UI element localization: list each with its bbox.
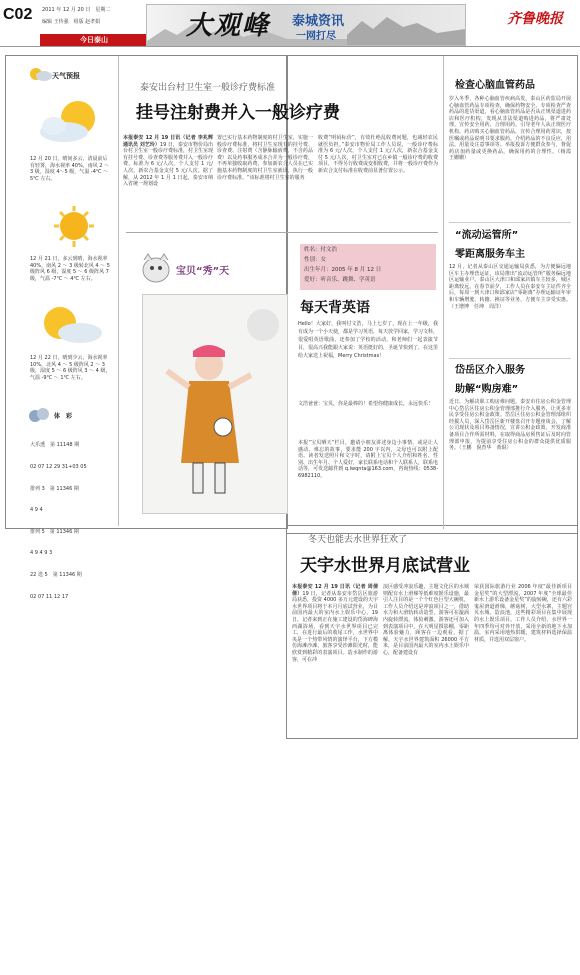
lottery-line: 排列 5 第 11346 期 bbox=[30, 528, 79, 535]
main-headline: 挂号注射费并入一般诊疗费 bbox=[136, 103, 340, 123]
forecast-day1: 12 月 20 日，晴间多云，清晨前后有轻雾，海水视率 40%，南风 2 ～ 3 级，湿度 4～5 级，气温 -4℃ ～ 5℃ 左右。 bbox=[30, 156, 110, 182]
weather-header: 天气预报 bbox=[52, 72, 80, 80]
main-kicker: 泰安出台村卫生室一般诊疗费标准 bbox=[140, 83, 276, 93]
right-headline-2b: 零距离服务车主 bbox=[455, 249, 525, 260]
bottom-article-col2: 浪区感受冲浪乐趣，主题文化区的水城则配有水上滑梯等低难度娱乐设施，最引人注目的是一个个红色巨型大碗机，工作人员介绍这是冲浪项目之一，借助水力和大滑轨转动造型，游客可在漩涡内旋转漂流，体验刺激。游客还可加入到表演项目中，在大明星摄影棚，零距离体验魅力，顾客在一边观看。据了解，天宇水世界建筑面积 26000 平方米，是目前国内最大的室内水上娱乐中心，配备建设有 bbox=[383, 584, 469, 656]
column-title: 大观峰 bbox=[186, 11, 271, 41]
editor-credits: 编辑 王传强 组版 赵孝娟 bbox=[42, 19, 101, 25]
baby-hobby: 爱好：听音乐、跳舞、学英语 bbox=[304, 277, 376, 283]
lottery-line: 4 9 4 9 3 bbox=[30, 550, 53, 557]
column-divider bbox=[443, 56, 444, 529]
slogan-line-2: 一网打尽 bbox=[296, 31, 336, 42]
bottom-byline: 本报泰安 12 月 19 日讯（记者 周倩倩） bbox=[292, 584, 378, 597]
dad-words: 文浩爸爸：宝贝，你是最棒的！希望你健康成长，永远快乐！ bbox=[298, 401, 434, 407]
right-body-1: 岁入冬季，各种心脑血管疾病高发，泰山区药监局开展心脑血管药品专项检查，确保药物安全。专项检查严查药品的进货渠道，看心脑血管药品是否从正规渠道进药店和医疗机构，发现从非法渠道购进药品，将严肃处理。宣传安全用药、合理用药，引导老年人从正规医疗机构、药店购买心脑血管药品，宣传合理用药常识，按医嘱或药品说明书要求服药。介绍药品的不良反应，用法、用量及注意事项等。举报投诉方便群众参与，督促药店加药量或更换药品，确保用药的合理性。（杨霞 王姗姗） bbox=[449, 96, 577, 162]
forecast-day3: 12 月 22 日，晴到少云，海水视率 10%，北风 4 ～ 5 级阵风 2 ～ 3 级，湿度 5 ～ 6 级阵风 3 ～ 4 级，气温 -9℃ ～ 1℃ 左右。 bbox=[30, 355, 111, 381]
bottom-body: 19 日，记者从泰安市岱岳区旅游局获悉，投资 4000 多万元建设的天宇水世界项目将于本月月底试营业，为目前国内最大的室内水上娱乐中心。19 日，记者来到正在施工建设的岱海碑海西湖浴场，看到天宇水世界项目已完工，在进行最后的收尾工作，水世界中央是一个热带风情的演绎平台，下方模仿海滩沙滩，旅客享受沙滩阳光时，能欣赏到精彩的表演项目。造水制作的游客，可在冲 bbox=[292, 590, 378, 663]
section-label: 今日泰山 bbox=[40, 34, 148, 46]
right-headline-1: 检查心脑血管药品 bbox=[455, 80, 535, 91]
baby-notice: 本报“宝贝晒天”栏目，邀请小朋友讲述身边小事情，或是让人感动、难忘的故事，要求能 200 字以内，父母也可以附上配语。读者发送照片和文字时，请附上宝贝个人介绍和姓名、性别、出生年月、个人爱好，家长联系电话和个人联系人，联系电话等，可发送邮件到 q.lwqnta@163.com，咨询热线：0538-6982110。 bbox=[298, 440, 439, 479]
main-article-col2: 置已实行基本药物制度的村卫生室，实施一般诊疗费标准，将村卫生室现有的挂号费、诊查费、注射费（含静脉输液费，不含药品费）以及药事服务成本合并为一般诊疗费，不再单独收取药费，参加新农合人员在已实施基本药物制度的村卫生室就诊，执行一般诊疗费标准。“该标准将村卫生室的服务 bbox=[217, 135, 313, 181]
main-body: 19 日，泰安市物价局出台村卫生室一般诊疗费标准，村卫生室现有挂号费、诊查费等服务费并入一般诊疗费，标准为 6 元/人次，个人支付 1 元/人次，新农合基金支付 5 元/人次。据了解，从 2012 年 1 月 1 日起，泰安市纳入省统一规划设 bbox=[123, 141, 214, 188]
baby-banner: 宝贝“秀”天 bbox=[176, 266, 230, 277]
divider bbox=[449, 222, 571, 223]
lottery-line: 大乐透 第 11148 期 bbox=[30, 442, 80, 449]
column-divider bbox=[118, 56, 119, 526]
weather-badge-icon bbox=[28, 66, 52, 82]
lottery-results bbox=[30, 428, 112, 608]
bottom-article-col1 bbox=[292, 584, 378, 663]
lottery-balls-icon bbox=[28, 406, 50, 424]
sun-with-cloud-icon bbox=[34, 303, 110, 347]
main-article-col3: 收费“明码标价”，有效杜绝乱收费问题，也减轻农民就医负担。”泰安市物价局工作人员说，一般诊疗费标准为 6 元/人次，个人支付 1 元/人次，新农合基金支付 5 元/人次，村卫生室对已在乡镇一般诊疗费的收费项目，不得另行收费或变相收费，并将一般诊疗费作为新农合支付标准在收费前显著位置公示。 bbox=[318, 135, 439, 174]
baby-photo bbox=[142, 294, 288, 514]
bottom-article-col3: 荣获国际旅游行业 2006 年度“最佳新项目金星奖”的大型漂流，2007 年度“全球最佳新水上游乐设备金星奖”的旋转碗，还有六彩鬼屋滑道滑梯，蘑菇树，大型水寨，主题宫贝水城，造浪池，这些精彩项目在集中展现的水上娱乐项目。工作人员介绍，水世界一年四季均可对外开放，采用全新的地下水加温，室内采用地热供暖，建筑材料选择保温材质，并选用双层窗户。 bbox=[474, 584, 572, 643]
right-headline-3a: 岱岳区介入服务 bbox=[455, 365, 525, 376]
paper-logo: 齐鲁晚报 bbox=[507, 11, 563, 27]
lottery-line: 02 07 12 29 31+03 05 bbox=[30, 464, 87, 471]
right-body-2: 12 月，记者从泰山区交通运输局获悉，为方便偏远地区车主办理营运证，该局推出“流动运管所”服务偏远地区运输业户。泰山区大津口和邱家店镇车主较多，城区距离较远，在春节前夕，工作人员在泰安车主证件齐全后，每周一到大津口和邱家店“零距离”办理运输证年审和车辆增驶、转籍、换证等业务，方便车主享受实惠。（王增博 任坤 周洋） bbox=[449, 264, 571, 310]
lottery-line: 02 07 11 12 17 bbox=[30, 593, 69, 600]
english-title: 每天背英语 bbox=[300, 300, 370, 316]
right-headline-2a: “流动运管所” bbox=[455, 230, 519, 241]
lottery-line: 22 选 5 第 11346 期 bbox=[30, 572, 82, 579]
page-number: C02 bbox=[3, 6, 33, 23]
baby-gender: 性别：女 bbox=[304, 257, 327, 263]
lottery-header: 体 彩 bbox=[54, 413, 73, 420]
baby-birthday: 出生年月：2005 年 8 月 12 日 bbox=[304, 267, 382, 273]
baby-info bbox=[304, 245, 434, 285]
lottery-line: 排列 3 第 11346 期 bbox=[30, 485, 79, 492]
right-body-3: 近日，为解决职工购房难问题，泰安市住房公积金管理中心岱岳区住房公积金管理部推行介入服务，让更多市民享受住房公积金政策。岱岳区住房公积金管理部组织经援人员，深入岱岳区新开楼盘召开专题座谈会，了解公司现状及项目筹备情况，宣讲公积金政策，开发商准备项目合作所需材料，在取得商品房预售证后及时向管理部申报，为提前享受住房公积金的群众提供优质服务。（王鹏 倪育华 黄琨） bbox=[449, 399, 571, 452]
baby-name: 姓名：付文浩 bbox=[304, 247, 338, 253]
right-headline-3b: 助解“购房难” bbox=[455, 384, 519, 395]
forecast-day2: 12 月 21 日，多云到晴，海水视率 40%，南风 2 ～ 3 级转北风 4 ～ 5 级阵风 6 级，湿度 5 ～ 6 级阵风 7 级，气温 -7℃ ～ 4℃ 左右。 bbox=[30, 256, 110, 282]
bottom-kicker: 冬天也能去水世界狂欢了 bbox=[308, 535, 408, 545]
slogan-line-1: 泰城资讯 bbox=[292, 14, 345, 29]
section-divider bbox=[126, 232, 438, 233]
main-byline: 本报泰安 12 月 19 日讯（记者 李兆辉 通讯员 刘艺玲） bbox=[123, 135, 219, 148]
bottom-headline: 天宇水世界月底试营业 bbox=[300, 556, 470, 576]
partly-cloudy-icon bbox=[34, 96, 110, 146]
issue-date: 2011 年 12 月 20 日 星期二 bbox=[42, 7, 111, 13]
lottery-line: 4 9 4 bbox=[30, 507, 43, 514]
sunny-icon bbox=[36, 204, 108, 250]
english-text: Hello！大家好，我叫付文浩，马上七岁了，现在上一年级，我有成为一个小天使，都是学习英语，每天放学回家，学习文科，很爱唱英语歌曲，还参加了学校的活动，和老师们一起表演节目，很高兴我能跟大家说：英语挺好的，圣诞节快到了，在这里给大家送上祝福，Merry Christmas！ bbox=[298, 321, 439, 359]
main-article-col1 bbox=[123, 135, 219, 188]
divider bbox=[449, 358, 571, 359]
